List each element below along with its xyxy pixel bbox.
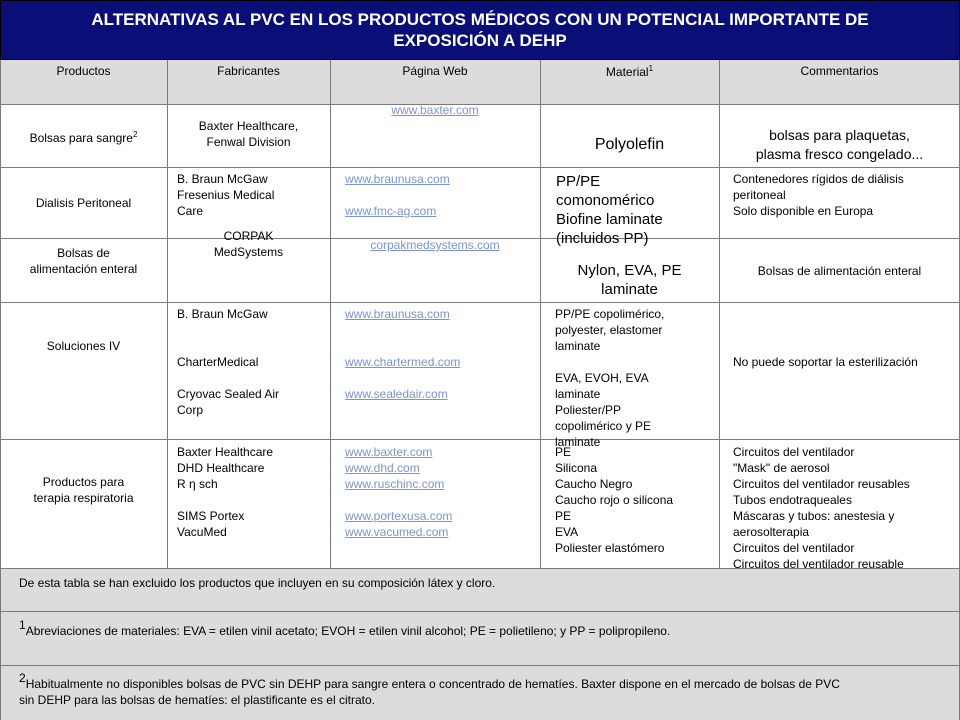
r4-comments: No puede soportar la esterilización	[733, 355, 918, 369]
r5-mat-4: Caucho rojo o silicona	[555, 493, 674, 507]
r5-producto	[0, 474, 167, 506]
table-title	[0, 0, 960, 60]
header-pagina-web: Página Web	[402, 64, 468, 78]
r1-fab-1: Baxter Healthcare,	[198, 119, 299, 133]
r4-mat-5: laminate	[555, 387, 601, 401]
r1-com-2: plasma fresco congelado...	[755, 146, 924, 162]
r3-material	[540, 261, 719, 299]
header-material-footnote: 1	[648, 64, 654, 73]
r4-web-link-3[interactable]: www.sealedair.com	[345, 387, 448, 401]
r2-web-link-1[interactable]: www.braunusa.com	[345, 172, 450, 186]
r1-web-link-1[interactable]: www.baxter.com	[391, 103, 479, 117]
r2-mat-4: (incluidos PP)	[556, 230, 649, 247]
r4-fabricantes	[177, 306, 327, 418]
r2-com-1: Contenedores rígidos de diálisis	[733, 172, 904, 186]
r3-producto	[0, 245, 167, 277]
r1-producto-footnote: 2	[132, 130, 138, 139]
r5-fab-3: R η sch	[177, 477, 218, 491]
r5-mat-1: PE	[555, 445, 572, 459]
r4-material	[555, 306, 717, 450]
r5-fab-1: Baxter Healthcare	[177, 445, 274, 459]
header-comments: Commentarios	[800, 64, 879, 78]
r4-web-link-1[interactable]: www.braunusa.com	[345, 307, 450, 321]
r5-mat-6: EVA	[555, 525, 579, 539]
r5-material	[555, 444, 717, 556]
r5-com-3: Circuitos del ventilador reusables	[733, 477, 910, 491]
r3-web	[330, 237, 540, 253]
r4-mat-4: EVA, EVOH, EVA	[555, 371, 649, 385]
r4-web	[345, 306, 535, 402]
r4-mat-6: Poliester/PP	[555, 403, 622, 417]
r2-web-link-2[interactable]: www.fmc-ag.com	[345, 204, 437, 218]
r1-producto-label: Bolsas para sangre	[29, 131, 133, 145]
r5-web-link-4[interactable]: www.portexusa.com	[345, 509, 453, 523]
grid-vline-left	[0, 60, 1, 720]
r2-comments	[733, 171, 953, 219]
r5-producto-1: Productos para	[42, 475, 125, 489]
r5-mat-2: Silicona	[555, 461, 598, 475]
r1-fabricantes	[167, 118, 330, 150]
r3-mat-2: laminate	[601, 281, 658, 298]
r2-com-2: peritoneal	[733, 188, 786, 202]
note-1-marker: 1	[19, 618, 26, 632]
r4-web-link-2[interactable]: www.chartermed.com	[345, 355, 461, 369]
r5-fabricantes	[177, 444, 327, 540]
grid-hline-r1	[0, 167, 960, 168]
r5-mat-7: Poliester elastómero	[555, 541, 665, 555]
r5-web-link-3[interactable]: www.ruschinc.com	[345, 477, 445, 491]
r2-producto: Dialisis Peritoneal	[35, 196, 132, 210]
r4-producto: Soluciones IV	[46, 339, 121, 353]
r4-fab-4: Corp	[177, 403, 204, 417]
grid-hline-r4	[0, 439, 960, 440]
note-2-marker: 2	[19, 671, 26, 685]
r2-fab-3: Care	[177, 204, 204, 218]
r1-material: Polyolefin	[594, 136, 665, 153]
note-2-text-a: Habitualmente no disponibles bolsas de PVC sin DEHP para sangre entera o concentrado de hematíes. Baxter dispone en el mercado de bolsas de PVC	[25, 677, 840, 691]
note-2-text-b: sin DEHP para las bolsas de hematíes: el plastificante es el citrato.	[19, 693, 375, 707]
r3-mat-1: Nylon, EVA, PE	[577, 262, 682, 279]
header-material	[540, 64, 719, 79]
r3-comments: Bolsas de alimentación enteral	[757, 264, 922, 278]
note-abbreviations	[19, 617, 939, 639]
r4-mat-3: laminate	[555, 339, 601, 353]
r5-com-1: Circuitos del ventilador	[733, 445, 855, 459]
r5-com-4: Tubos endotraqueales	[733, 493, 852, 507]
r4-mat-7: copolimérico y PE	[555, 419, 652, 433]
grid-hline-r3	[0, 302, 960, 303]
r2-mat-2: comonomérico	[556, 192, 655, 209]
note-dehp	[19, 670, 939, 708]
r2-fabricantes	[177, 171, 327, 219]
r5-com-5: Máscaras y tubos: anestesia y	[733, 509, 895, 523]
title-line-2: EXPOSICIÓN A DEHP	[393, 31, 567, 50]
r5-com-7: Circuitos del ventilador	[733, 541, 855, 555]
r3-producto-1: Bolsas de	[57, 246, 110, 260]
header-material-label: Material	[605, 65, 649, 79]
r2-fab-1: B. Braun McGaw	[177, 172, 268, 186]
r4-mat-2: polyester, elastomer	[555, 323, 663, 337]
r5-comments	[733, 444, 955, 568]
header-fabricantes: Fabricantes	[217, 64, 280, 78]
r5-fab-4: SIMS Portex	[177, 509, 245, 523]
r3-fab-1: CORPAK	[223, 229, 274, 243]
r5-web-link-2[interactable]: www.dhd.com	[345, 461, 420, 475]
r1-producto	[0, 127, 167, 146]
grid-vline-2	[330, 60, 331, 568]
r5-com-8: Circuitos del ventilador reusable	[733, 557, 904, 568]
r5-web	[345, 444, 535, 540]
r5-com-6: aerosolterapia	[733, 525, 810, 539]
r1-com-1: bolsas para plaquetas,	[769, 127, 910, 143]
note-1-text: Abreviaciones de materiales: EVA = etilen vinil acetato; EVOH = etilen vinil alcohol; PE = polietileno; y PP = polipropileno.	[25, 624, 671, 638]
r5-web-link-5[interactable]: www.vacumed.com	[345, 525, 449, 539]
r3-web-link-1[interactable]: corpakmedsystems.com	[370, 238, 500, 252]
r5-web-link-1[interactable]: www.baxter.com	[345, 445, 433, 459]
r5-fab-5: VacuMed	[177, 525, 227, 539]
r2-material	[556, 172, 716, 248]
grid-hline-n0	[0, 611, 960, 612]
r2-fab-2: Fresenius Medical	[177, 188, 275, 202]
r4-fab-1: B. Braun McGaw	[177, 307, 268, 321]
r5-producto-2: terapia respiratoria	[33, 491, 134, 505]
r2-web	[345, 171, 535, 219]
r2-mat-3: Biofine laminate	[556, 211, 663, 228]
r2-mat-1: PP/PE	[556, 173, 601, 190]
title-line-1: ALTERNATIVAS AL PVC EN LOS PRODUCTOS MÉDICOS CON UN POTENCIAL IMPORTANTE DE	[91, 10, 869, 29]
r4-fab-3: Cryovac Sealed Air	[177, 387, 280, 401]
r4-fab-2: CharterMedical	[177, 355, 259, 369]
r1-comments	[719, 126, 960, 164]
grid-hline-n1	[0, 665, 960, 666]
r1-web	[330, 102, 540, 118]
r5-mat-3: Caucho Negro	[555, 477, 633, 491]
r5-fab-2: DHD Healthcare	[177, 461, 265, 475]
r3-fabricantes	[167, 228, 330, 260]
r1-fab-2: Fenwal Division	[206, 135, 291, 149]
r5-com-2: "Mask" de aerosol	[733, 461, 830, 475]
r3-producto-2: alimentación enteral	[29, 262, 138, 276]
header-productos: Productos	[56, 64, 111, 78]
r4-mat-1: PP/PE copolimérico,	[555, 307, 665, 321]
note-exclusion: De esta tabla se han excluido los productos que incluyen en su composición látex y cloro.	[19, 576, 496, 590]
r5-mat-5: PE	[555, 509, 572, 523]
grid-hline-r5	[0, 568, 960, 569]
r2-com-3: Solo disponible en Europa	[733, 204, 874, 218]
r4-mat-8: laminate	[555, 435, 601, 449]
r3-fab-2: MedSystems	[213, 245, 284, 259]
